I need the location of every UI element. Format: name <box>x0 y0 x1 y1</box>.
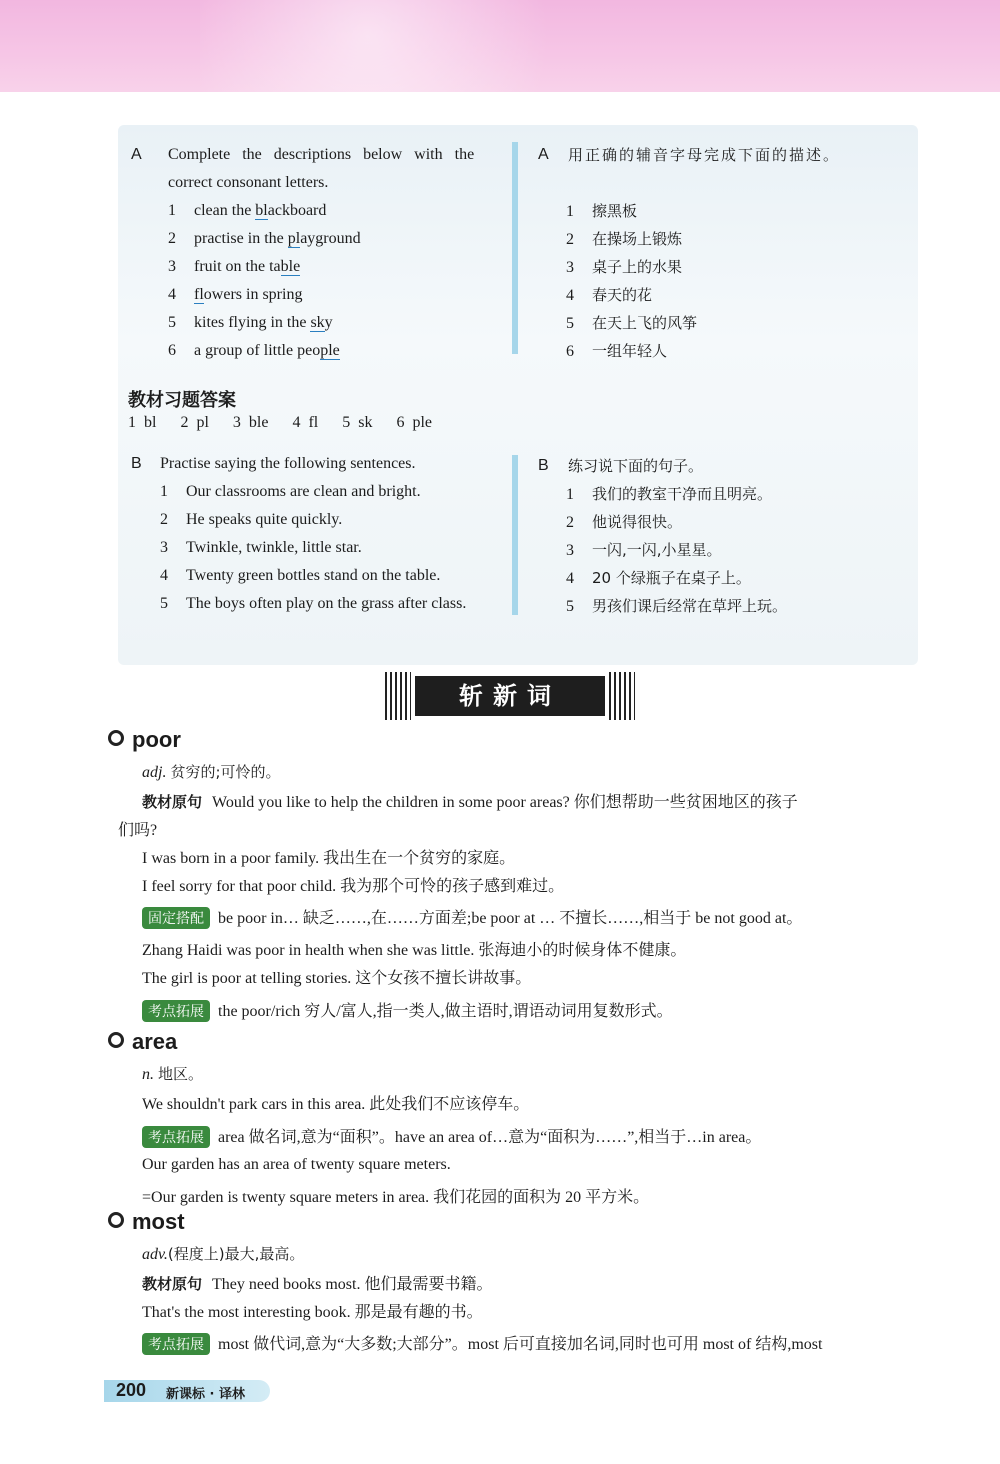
poor-textbook-sentence-cont: 们吗? <box>118 822 158 839</box>
badge-extension: 考点拓展 <box>142 1000 210 1022</box>
exercise-b-item <box>160 566 440 586</box>
item-text: 春天的花 <box>592 286 653 304</box>
answers-title: 教材习题答案 <box>128 390 236 411</box>
item-number: 5 <box>160 595 168 612</box>
word-heading-most: most <box>108 1209 185 1235</box>
most-definition: adv.(程度上)最大,最高。 <box>142 1245 305 1263</box>
page-number: 200 <box>116 1380 147 1400</box>
consonant-letters: bl <box>255 202 268 219</box>
area-definition: n. 地区。 <box>142 1065 204 1083</box>
item-text: 他说得很快。 <box>592 513 683 531</box>
consonant-letters: ble <box>280 258 301 275</box>
item-number: 4 <box>160 567 168 584</box>
most-textbook-sentence: 教材原句 They need books most. 他们最需要书籍。 <box>142 1275 493 1293</box>
item-number: 5 <box>168 314 176 331</box>
bullet-icon <box>108 1032 124 1048</box>
item-number: 4 <box>168 286 176 303</box>
exercise-b-item-cn <box>566 512 682 533</box>
item-text: 一组年轻人 <box>592 342 668 360</box>
item-number: 1 <box>566 203 574 220</box>
book-title: 新课标 · 译林 <box>166 1387 245 1402</box>
item-number: 6 <box>168 342 176 359</box>
item-text: y <box>324 314 333 331</box>
consonant-letters: sk <box>310 314 325 331</box>
item-number: 2 <box>566 231 574 248</box>
badge-fixed-collocation: 固定搭配 <box>142 907 210 929</box>
poor-example-4: Zhang Haidi was poor in health when she was little. 张海迪小的时候身体不健康。 <box>142 942 687 959</box>
item-text: a group of little peo <box>194 342 321 359</box>
exercise-b-item <box>160 538 362 558</box>
item-number: 4 <box>566 287 574 304</box>
item-number: 3 <box>168 258 176 275</box>
consonant-letters: pl <box>287 230 301 247</box>
item-number: 1 <box>160 483 168 500</box>
most-example-2: That's the most interesting book. 那是最有趣的书。 <box>142 1304 483 1321</box>
item-text: He speaks quite quickly. <box>186 511 343 528</box>
exercise-b-item <box>160 482 421 502</box>
item-text: ackboard <box>267 202 327 219</box>
consonant-letters: fl <box>194 286 204 303</box>
item-text: 在天上飞的风筝 <box>592 314 698 332</box>
item-number: 4 <box>566 570 574 587</box>
exercise-a-item-cn <box>566 257 682 278</box>
area-example-2: Our garden has an area of twenty square meters. <box>142 1156 451 1173</box>
item-text: kites flying in the <box>194 314 311 331</box>
poor-definition: adj. 贫穷的;可怜的。 <box>142 763 281 781</box>
banner-stripes-left <box>385 672 411 720</box>
item-number: 3 <box>160 539 168 556</box>
bullet-icon <box>108 1212 124 1228</box>
item-text: Our classrooms are clean and bright. <box>186 483 421 500</box>
item-text: fruit on the ta <box>194 258 281 275</box>
item-text: 桌子上的水果 <box>592 258 683 276</box>
item-text: Twinkle, twinkle, little star. <box>186 539 362 556</box>
word-heading-poor: poor <box>108 727 181 753</box>
poor-phrase: 固定搭配 be poor in… 缺乏……,在……方面差;be poor at … 不擅长……,相当于 be not good at。 <box>142 905 802 929</box>
exercise-a-item <box>168 201 326 221</box>
exercise-b-item-cn <box>566 484 772 505</box>
item-text: ayground <box>300 230 361 247</box>
column-divider-b <box>512 455 518 615</box>
poor-extension: 考点拓展 the poor/rich 穷人/富人,指一类人,做主语时,谓语动词用复数形式。 <box>142 998 673 1022</box>
area-extension: 考点拓展 area 做名词,意为“面积”。have an area of…意为“面积为……”,相当于…in area。 <box>142 1124 761 1148</box>
exercise-a-item-cn <box>566 313 697 334</box>
exercise-a-instruction-cont: correct consonant letters. <box>168 174 329 191</box>
item-number: 5 <box>566 598 574 615</box>
most-extension: 考点拓展 most 做代词,意为“大多数;大部分”。most 后可直接加名词,同时也可用 most of 结构,most <box>142 1331 822 1355</box>
item-text: 一闪,一闪,小星星。 <box>592 541 722 559</box>
exercise-b-letter-cn: B <box>538 457 549 474</box>
exercise-b-instruction-cn: 练习说下面的句子。 <box>568 457 704 475</box>
item-text: Twenty green bottles stand on the table. <box>186 567 441 584</box>
item-text: 20 个绿瓶子在桌子上。 <box>592 569 751 587</box>
exercise-a-item-cn <box>566 285 652 306</box>
poor-textbook-sentence: 教材原句 Would you like to help the children in some poor areas? 你们想帮助一些贫困地区的孩子 <box>142 793 798 811</box>
top-decorative-band <box>0 0 1000 92</box>
item-number: 6 <box>566 343 574 360</box>
section-title: 斩新词 <box>415 676 605 716</box>
exercise-a-instruction: Complete the descriptions below with the <box>168 146 475 163</box>
item-number: 2 <box>160 511 168 528</box>
exercise-a-item-cn <box>566 229 682 250</box>
band-texture <box>200 0 620 92</box>
exercise-a-item-cn <box>566 201 637 222</box>
consonant-letters: ple <box>320 342 340 359</box>
item-text: 男孩们课后经常在草坪上玩。 <box>592 597 788 615</box>
item-text: clean the <box>194 202 256 219</box>
exercise-a-item <box>168 341 340 361</box>
badge-extension: 考点拓展 <box>142 1126 210 1148</box>
exercise-b-item-cn <box>566 596 787 617</box>
exercise-b-item-cn <box>566 540 722 561</box>
exercise-b-item <box>160 594 466 614</box>
item-text: 我们的教室干净而且明亮。 <box>592 485 773 503</box>
area-example-1: We shouldn't park cars in this area. 此处我们不应该停车。 <box>142 1096 530 1113</box>
item-number: 2 <box>168 230 176 247</box>
item-text: practise in the <box>194 230 288 247</box>
item-number: 1 <box>168 202 176 219</box>
item-number: 2 <box>566 514 574 531</box>
item-text: owers in spring <box>203 286 303 303</box>
item-text: 擦黑板 <box>592 202 638 220</box>
exercise-a-letter-cn: A <box>538 146 549 163</box>
exercise-b-instruction: Practise saying the following sentences. <box>160 455 416 472</box>
item-number: 1 <box>566 486 574 503</box>
answers-line: 1 bl 2 pl 3 ble 4 fl 5 sk 6 ple <box>128 414 432 431</box>
poor-example-5: The girl is poor at telling stories. 这个女孩不擅长讲故事。 <box>142 970 532 987</box>
exercise-b-item-cn <box>566 568 751 589</box>
bullet-icon <box>108 730 124 746</box>
badge-extension: 考点拓展 <box>142 1333 210 1355</box>
poor-example-3: I feel sorry for that poor child. 我为那个可怜的孩子感到难过。 <box>142 878 565 895</box>
item-number: 5 <box>566 315 574 332</box>
exercise-a-letter: A <box>131 146 142 163</box>
item-number: 3 <box>566 259 574 276</box>
exercise-b-item <box>160 510 342 530</box>
exercise-a-item <box>168 285 302 305</box>
section-banner <box>385 672 635 720</box>
exercise-a-instruction-cn: 用正确的辅音字母完成下面的描述。 <box>568 146 841 164</box>
banner-stripes-right <box>609 672 635 720</box>
item-number: 3 <box>566 542 574 559</box>
area-example-3: =Our garden is twenty square meters in area. 我们花园的面积为 20 平方米。 <box>142 1189 650 1206</box>
word-heading-area: area <box>108 1029 177 1055</box>
item-text: 在操场上锻炼 <box>592 230 683 248</box>
exercise-a-item <box>168 257 300 277</box>
item-text: The boys often play on the grass after class. <box>186 595 467 612</box>
exercise-a-item-cn <box>566 341 667 362</box>
column-divider-a <box>512 142 518 354</box>
poor-example-2: I was born in a poor family. 我出生在一个贫穷的家庭。 <box>142 850 516 867</box>
exercise-a-item <box>168 313 333 333</box>
exercise-b-letter: B <box>131 455 142 472</box>
exercise-a-item <box>168 229 361 249</box>
